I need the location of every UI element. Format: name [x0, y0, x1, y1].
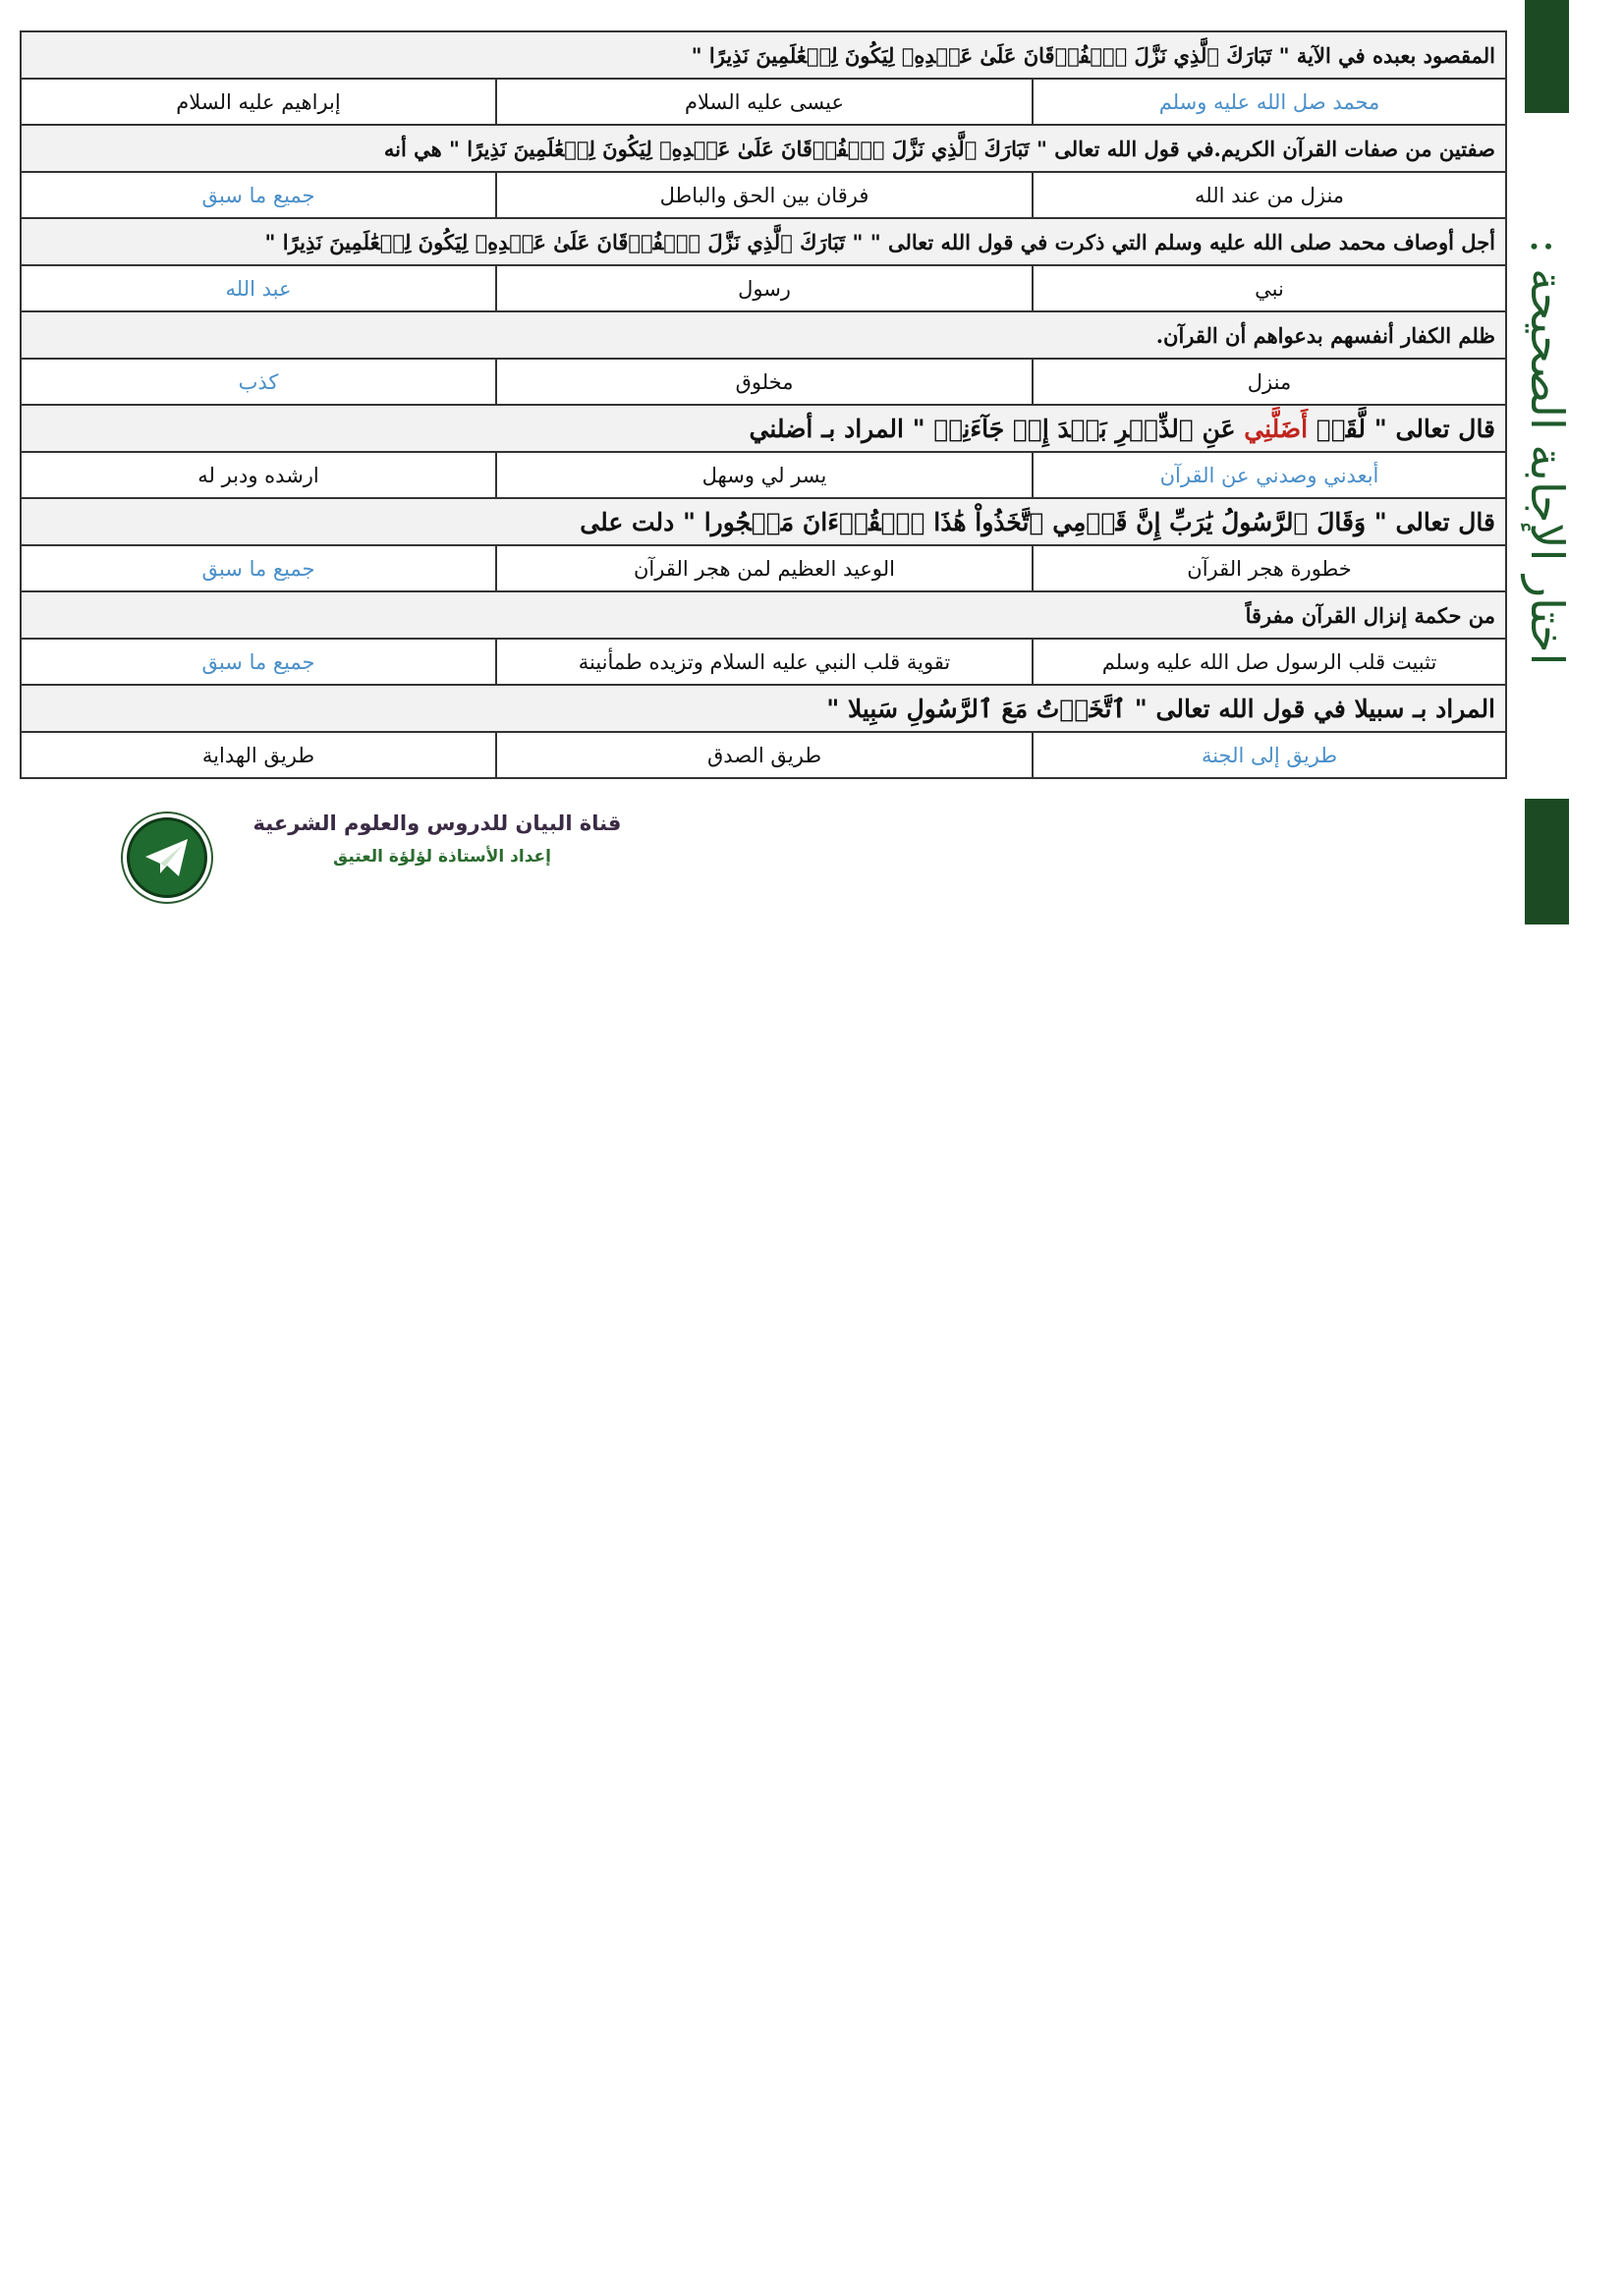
- page-title: اختار الإجابة الصحيحة :: [1521, 238, 1574, 666]
- question-row: [21, 591, 1506, 639]
- options-row: [21, 732, 1506, 778]
- question-row: [21, 218, 1506, 265]
- question-row: [21, 405, 1506, 452]
- options-row: [21, 265, 1506, 311]
- question-row: [21, 498, 1506, 545]
- answer-option[interactable]: طريق الصدق: [496, 732, 1033, 778]
- answer-option[interactable]: تقوية قلب النبي عليه السلام وتزيده طمأنينة: [496, 639, 1033, 685]
- answer-option[interactable]: جميع ما سبق: [21, 172, 496, 218]
- answer-option[interactable]: محمد صل الله عليه وسلم: [1033, 79, 1506, 125]
- options-row: [21, 639, 1506, 685]
- answer-option[interactable]: رسول: [496, 265, 1033, 311]
- answer-option[interactable]: منزل: [1033, 359, 1506, 405]
- question-row: [21, 311, 1506, 359]
- options-row: [21, 79, 1506, 125]
- options-row: [21, 452, 1506, 498]
- question-row: [21, 125, 1506, 172]
- answer-option[interactable]: تثبيت قلب الرسول صل الله عليه وسلم: [1033, 639, 1506, 685]
- quiz-table: [20, 30, 1507, 779]
- answer-option[interactable]: إبراهيم عليه السلام: [21, 79, 496, 125]
- question-text-part: عَنِ ٱلذِّكۡرِ بَعۡدَ إِذۡ جَآءَنِيۗ " المراد بـ أضلني: [749, 414, 1245, 443]
- question-text: المراد بـ سبيلا في قول الله تعالى " ٱتَّخَذۡتُ مَعَ ٱلرَّسُولِ سَبِيلا ": [21, 685, 1506, 732]
- telegram-icon[interactable]: [127, 817, 207, 898]
- answer-option[interactable]: عبد الله: [21, 265, 496, 311]
- answer-option[interactable]: خطورة هجر القرآن: [1033, 545, 1506, 591]
- answer-option[interactable]: طريق الهداية: [21, 732, 496, 778]
- author-credit: إعداد الأستاذة لؤلؤة العتيق: [333, 847, 551, 867]
- question-text: صفتين من صفات القرآن الكريم.في قول الله تعالى " تَبَارَكَ ٱلَّذِي نَزَّلَ ٱلۡفُرۡقَانَ عَلَىٰ عَبۡدِهِۦ لِيَكُونَ لِلۡعَٰلَمِينَ نَذِيرًا " هي أنه: [21, 125, 1506, 172]
- question-text: من حكمة إنزال القرآن مفرقاً: [21, 591, 1506, 639]
- answer-option[interactable]: فرقان بين الحق والباطل: [496, 172, 1033, 218]
- question-row: [21, 31, 1506, 79]
- answer-option[interactable]: مخلوق: [496, 359, 1033, 405]
- answer-option[interactable]: جميع ما سبق: [21, 545, 496, 591]
- answer-option[interactable]: عيسى عليه السلام: [496, 79, 1033, 125]
- channel-name: قناة البيان للدروس والعلوم الشرعية: [252, 812, 622, 835]
- options-row: [21, 545, 1506, 591]
- answer-option[interactable]: ارشده ودبر له: [21, 452, 496, 498]
- answer-option[interactable]: الوعيد العظيم لمن هجر القرآن: [496, 545, 1033, 591]
- answer-option[interactable]: منزل من عند الله: [1033, 172, 1506, 218]
- question-text: المقصود بعبده في الآية " تَبَارَكَ ٱلَّذِي نَزَّلَ ٱلۡفُرۡقَانَ عَلَىٰ عَبۡدِهِۦ لِيَكُونَ لِلۡعَٰلَمِينَ نَذِيرًا ": [21, 31, 1506, 79]
- answer-option[interactable]: يسر لي وسهل: [496, 452, 1033, 498]
- options-row: [21, 172, 1506, 218]
- question-text: ظلم الكفار أنفسهم بدعواهم أن القرآن.: [21, 311, 1506, 359]
- highlighted-word: أَضَلَّنِي: [1244, 414, 1309, 443]
- accent-bar-top: [1525, 0, 1569, 113]
- question-text: [21, 405, 1506, 452]
- answer-option[interactable]: نبي: [1033, 265, 1506, 311]
- answer-option[interactable]: أبعدني وصدني عن القرآن: [1033, 452, 1506, 498]
- options-row: [21, 359, 1506, 405]
- question-text-part: قال تعالى " لَّقَدۡ: [1308, 414, 1496, 443]
- question-row: [21, 685, 1506, 732]
- answer-option[interactable]: طريق إلى الجنة: [1033, 732, 1506, 778]
- answer-option[interactable]: جميع ما سبق: [21, 639, 496, 685]
- question-text: قال تعالى " وَقَالَ ٱلرَّسُولُ يَٰرَبِّ إِنَّ قَوۡمِي ٱتَّخَذُواْ هَٰذَا ٱلۡقُرۡءَانَ مَهۡجُورا " دلت على: [21, 498, 1506, 545]
- answer-option[interactable]: كذب: [21, 359, 496, 405]
- question-text: أجل أوصاف محمد صلى الله عليه وسلم التي ذكرت في قول الله تعالى " " تَبَارَكَ ٱلَّذِي نَزَّلَ ٱلۡفُرۡقَانَ عَلَىٰ عَبۡدِهِۦ لِيَكُونَ لِلۡعَٰلَمِينَ نَذِيرًا ": [21, 218, 1506, 265]
- accent-bar-bottom: [1525, 799, 1569, 924]
